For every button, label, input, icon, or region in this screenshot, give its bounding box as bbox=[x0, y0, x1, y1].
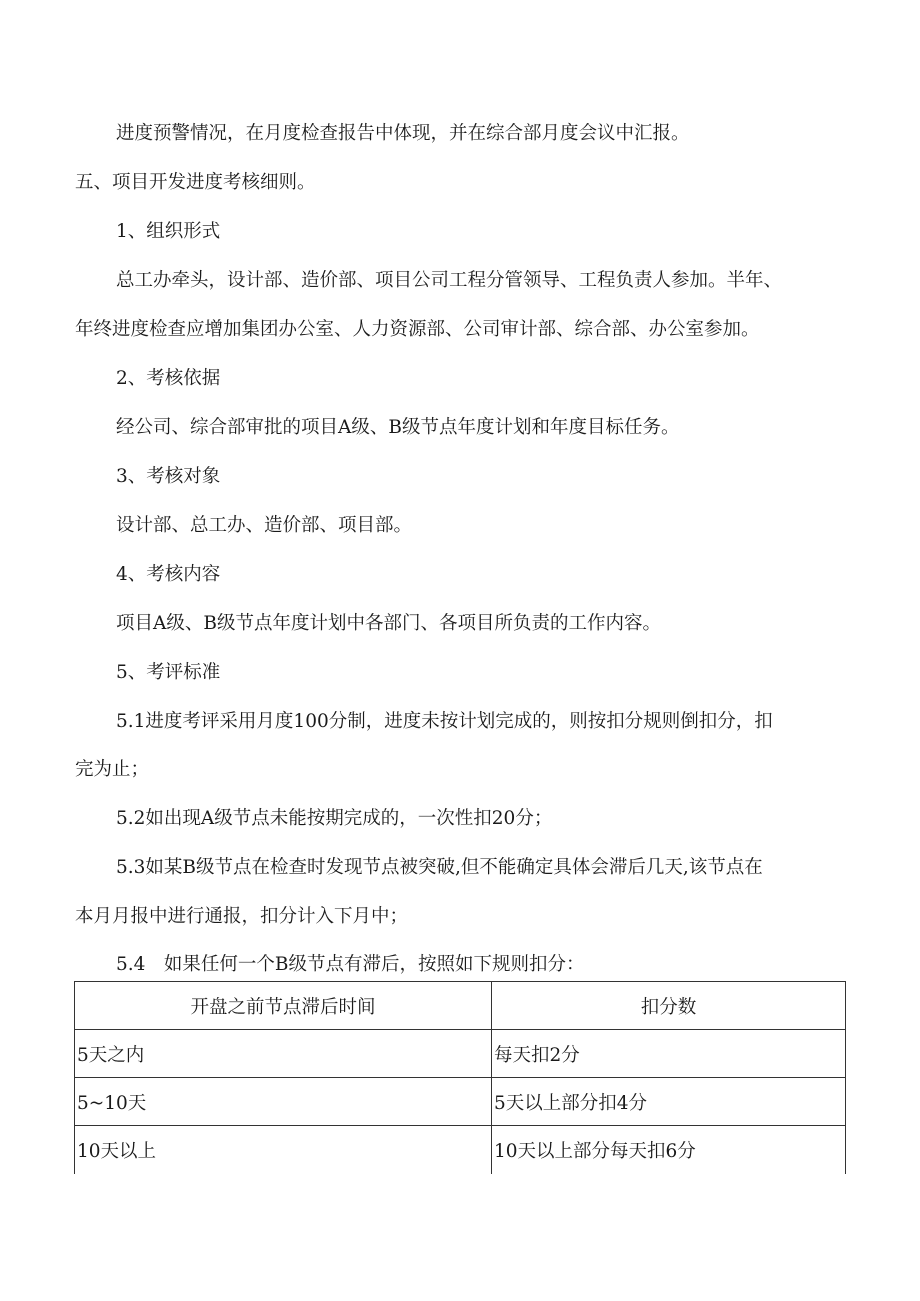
subsection-heading: 3、考核对象 bbox=[116, 466, 221, 487]
table-cell: 5天以上部分扣4分 bbox=[492, 1078, 846, 1126]
paragraph-line: 5.4 如果任何一个B级节点有滞后，按照如下规则扣分： bbox=[116, 954, 585, 975]
paragraph-line: 总工办牵头，设计部、造价部、项目公司工程分管领导、工程负责人参加。半年、 bbox=[116, 270, 783, 291]
subsection-heading: 4、考核内容 bbox=[116, 564, 221, 585]
paragraph-line: 项目A级、B级节点年度计划中各部门、各项目所负责的工作内容。 bbox=[116, 613, 661, 634]
table-row bbox=[75, 1126, 846, 1175]
paragraph-line: 本月月报中进行通报，扣分计入下月中； bbox=[75, 906, 409, 927]
table-header-row bbox=[75, 982, 846, 1030]
table-cell: 5天之内 bbox=[75, 1030, 492, 1078]
subsection-heading: 5、考评标准 bbox=[116, 662, 221, 683]
paragraph-line: 完为止； bbox=[75, 759, 150, 780]
paragraph-line: 5.2如出现A级节点未能按期完成的，一次性扣20分； bbox=[116, 808, 553, 829]
paragraph-line: 进度预警情况，在月度检查报告中体现，并在综合部月度会议中汇报。 bbox=[116, 123, 690, 144]
subsection-heading: 1、组织形式 bbox=[116, 221, 221, 242]
table-cell: 10天以上 bbox=[75, 1126, 492, 1175]
paragraph-line: 经公司、综合部审批的项目A级、B级节点年度计划和年度目标任务。 bbox=[116, 417, 680, 438]
deduction-table bbox=[74, 981, 846, 1174]
table-cell: 每天扣2分 bbox=[492, 1030, 846, 1078]
paragraph-line: 5.3如某B级节点在检查时发现节点被突破,但不能确定具体会滞后几天,该节点在 bbox=[116, 857, 763, 878]
table-header-cell: 开盘之前节点滞后时间 bbox=[75, 982, 492, 1030]
table-cell: 10天以上部分每天扣6分 bbox=[492, 1126, 846, 1175]
table-row bbox=[75, 1078, 846, 1126]
table-header-cell: 扣分数 bbox=[492, 982, 846, 1030]
paragraph-line: 设计部、总工办、造价部、项目部。 bbox=[116, 515, 413, 536]
subsection-heading: 2、考核依据 bbox=[116, 368, 221, 389]
table-cell: 5~10天 bbox=[75, 1078, 492, 1126]
paragraph-line: 年终进度检查应增加集团办公室、人力资源部、公司审计部、综合部、办公室参加。 bbox=[75, 319, 760, 340]
section-heading: 五、项目开发进度考核细则。 bbox=[75, 172, 316, 193]
table-row bbox=[75, 1030, 846, 1078]
paragraph-line: 5.1进度考评采用月度100分制，进度未按计划完成的，则按扣分规则倒扣分，扣 bbox=[116, 711, 773, 732]
